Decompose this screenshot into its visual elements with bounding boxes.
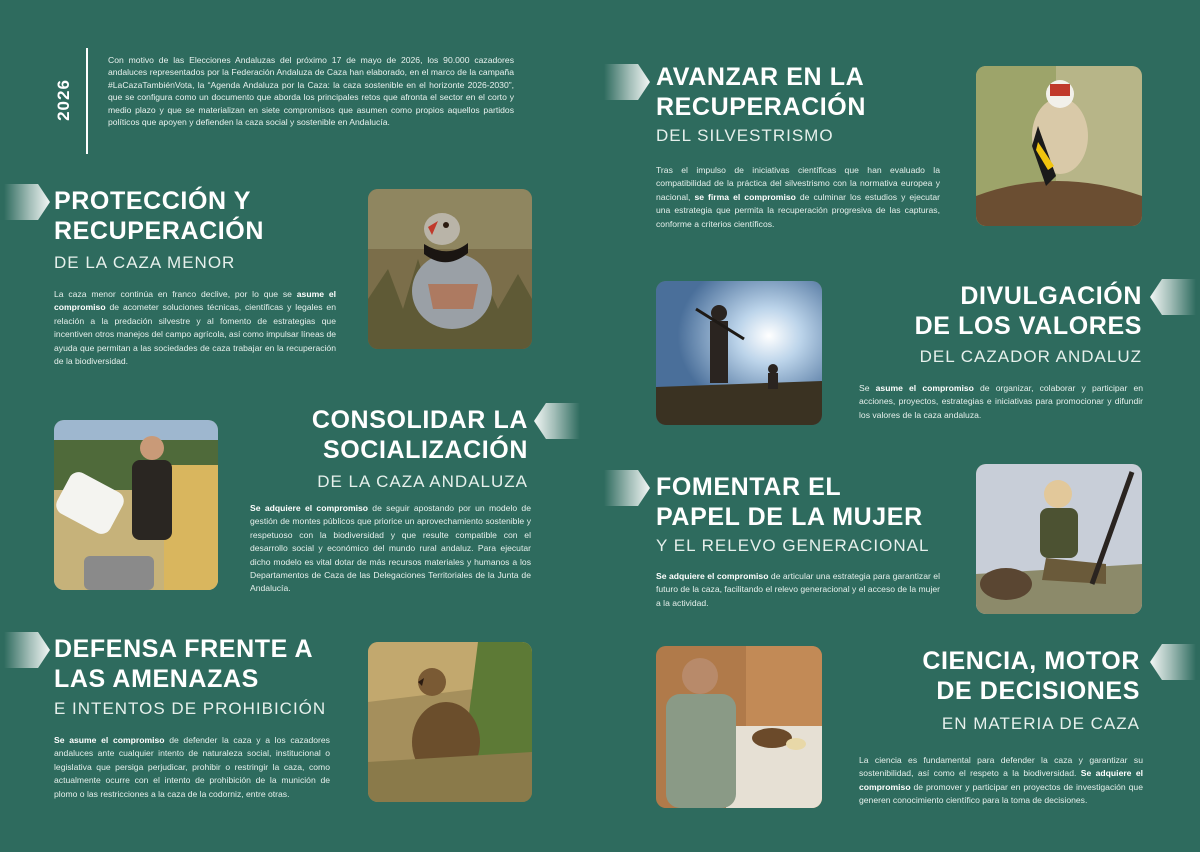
- arrow-icon: [534, 403, 580, 439]
- year-label: [44, 70, 84, 130]
- section-title: [844, 281, 1142, 341]
- section-body: Tras el impulso de iniciativas científicas que han evaluado la compatibilidad de la práctica del silvestrismo con la normativa europea y nacional, se firma el compromiso de culminar los estudios y ejecutar una estrategia que permita la recuperación progresiva de las capturas, conforme a criterios científicos.: [656, 165, 940, 229]
- section-subtitle: DEL CAZADOR ANDALUZ: [919, 347, 1142, 366]
- title-line: LAS AMENAZAS: [54, 665, 259, 693]
- arrow-icon: [1150, 279, 1196, 315]
- section-subtitle: EN MATERIA DE CAZA: [941, 714, 1140, 733]
- title-line: PAPEL DE LA MUJER: [656, 503, 923, 531]
- intro-paragraph: Con motivo de las Elecciones Andaluzas del próximo 17 de mayo de 2026, los 90.000 cazadores andaluces representados por la Federación Andaluza de Caza han elaborado, en el marco de la campaña #LaCazaTambiénVota, la “Agenda Andaluza por la Caza: la caza sostenible en el horizonte 2026-2030”, que se configura como un documento que aborda los principales retos que afronta el sector en el corto y medio plazo y que se materializan en siete compromisos que asumen como propios aquellos partidos políticos que apoyen y defienden la caza social y sostenible en Andalucía.: [108, 55, 514, 128]
- section-title: [656, 62, 866, 122]
- arrow-icon: [604, 64, 650, 100]
- section-title: [656, 472, 923, 532]
- partridge-photo: [368, 189, 532, 349]
- section-subtitle: DE LA CAZA MENOR: [54, 253, 236, 272]
- section-body: Se asume el compromiso de organizar, colaborar y participar en acciones, proyectos, estrategias e iniciativas para promocionar y difundir los valores de la caza andaluza.: [859, 383, 1144, 420]
- arrow-icon: [1150, 644, 1196, 680]
- title-line: RECUPERACIÓN: [656, 93, 866, 121]
- title-line: FOMENTAR EL: [656, 473, 842, 501]
- arrow-icon: [4, 632, 50, 668]
- section-body: La ciencia es fundamental para defender la caza y garantizar su sostenibilidad, así como el respeto a la biodiversidad. Se adquiere el compromiso de promover y participar en proyectos de investigación que generen conocimiento científico para la toma de decisiones.: [859, 755, 1144, 806]
- section-subtitle: DEL SILVESTRISMO: [656, 126, 834, 145]
- arrow-icon: [4, 184, 50, 220]
- researcher-photo: [656, 646, 822, 808]
- title-line: DEFENSA FRENTE A: [54, 635, 314, 663]
- section-title: [232, 405, 528, 465]
- section-body: Se adquiere el compromiso de articular una estrategia para garantizar el futuro de la caza, facilitando el relevo generacional y el acceso de la mujer a la actividad.: [656, 571, 940, 608]
- title-line: CIENCIA, MOTOR: [922, 647, 1140, 675]
- goldfinch-photo: [976, 66, 1142, 226]
- title-line: DIVULGACIÓN: [960, 282, 1142, 310]
- title-line: SOCIALIZACIÓN: [322, 436, 528, 464]
- year-text: 2026: [54, 79, 74, 121]
- section-title: [54, 634, 313, 694]
- divider-line: [86, 48, 88, 154]
- title-line: DE DECISIONES: [936, 677, 1140, 705]
- section-title: [844, 646, 1140, 706]
- section-subtitle: E INTENTOS DE PROHIBICIÓN: [54, 699, 327, 718]
- title-line: CONSOLIDAR LA: [311, 406, 528, 434]
- hunter-feeder-photo: [54, 420, 218, 590]
- section-body: La caza menor continúa en franco declive, por lo que se asume el compromiso de acometer soluciones técnicas, científicas y legales en relación a la predación silvestre y al fomento de estrategias que incentiven otros manejos del campo agrícola, así como impulsar líneas de ayuda que permitan a las sociedades de caza trabajar en la recuperación de la biodiversidad.: [54, 289, 336, 367]
- title-line: DE LOS VALORES: [914, 312, 1142, 340]
- section-subtitle: Y EL RELEVO GENERACIONAL: [656, 536, 930, 555]
- section-body: Se adquiere el compromiso de seguir apostando por un modelo de gestión de montes públicos que priorice un aprovechamiento sostenible y respetuoso con la biodiversidad y que resulte compatible con el desarrollo social y económico del mundo rural andaluz. Para ejecutar dicho modelo es vital dotar de más recursos materiales y humanos a los Departamentos de Caza de las Delegaciones Territoriales de la Junta de Andalucía.: [250, 503, 531, 594]
- title-line: RECUPERACIÓN: [54, 217, 264, 245]
- section-title: [54, 186, 264, 246]
- quail-photo: [368, 642, 532, 802]
- section-body: Se asume el compromiso de defender la caza y a los cazadores andaluces ante cualquier intento de naturaleza social, institucional o legislativa que persiga perjudicar, prohibir o restringir la caza, como actualmente ocurre con el intento de prohibición de la munición de plomo o las restricciones a la caza de la codorniz, entre otras.: [54, 735, 330, 799]
- woman-hunter-photo: [976, 464, 1142, 614]
- title-line: PROTECCIÓN Y: [54, 187, 252, 215]
- title-line: AVANZAR EN LA: [656, 63, 865, 91]
- section-subtitle: DE LA CAZA ANDALUZA: [317, 472, 528, 491]
- hunter-dog-photo: [656, 281, 822, 425]
- arrow-icon: [604, 470, 650, 506]
